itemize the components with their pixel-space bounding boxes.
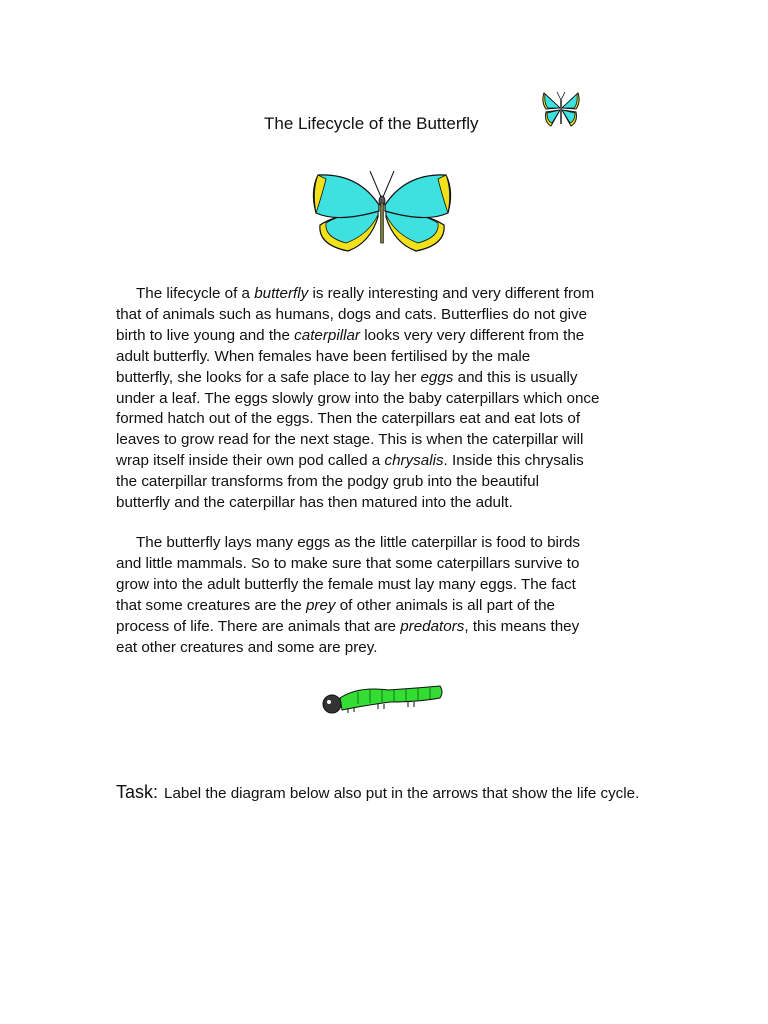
text-run: The lifecycle of a [136,285,255,302]
caterpillar-icon [318,680,446,716]
page-title: The Lifecycle of the Butterfly [264,114,479,133]
paragraph-predators [116,533,661,658]
italic-term: chrysalis [384,452,444,470]
paragraph-intro [116,284,661,514]
text-run: of other animals is all part of the process of life. There are animals that are [116,596,555,635]
butterfly-small-icon [540,88,582,130]
italic-term: caterpillar [294,326,360,344]
text-run: is really interesting and very different from that of animals such as humans, dogs and cats. Butterflies do not give birth to live young and the [116,285,595,344]
text-run: looks very very different from the adult butterfly. When females have been fertilised by the male butterfly, she looks for a safe place to lay her [116,326,585,386]
text-run: , this means they eat other creatures and some are prey. [116,617,580,656]
task-label: Task: [116,782,159,802]
italic-term: predators [400,617,465,635]
italic-term: butterfly [254,285,309,302]
text-run: and this is usually under a leaf. The eggs slowly grow into the baby caterpillars which once formed hatch out of the eggs. Then the caterpillars eat and eat lots of leaves to grow read for the next stage. This is when the caterpillar will wrap itself inside their own pod called a [116,368,600,470]
task-text: Label the diagram below also put in the arrows that show the life cycle. [164,785,640,802]
text-run: . Inside this chrysalis the caterpillar transforms from the podgy grub into the beautiful butterfly and the caterpillar has then matured into the adult. [116,452,584,512]
butterfly-large-icon [308,165,456,257]
task-instructions [116,782,676,804]
italic-term: eggs [420,368,454,386]
italic-term: prey [305,596,336,614]
text-run: The butterfly lays many eggs as the little caterpillar is food to birds and little mammals. So to make sure that some caterpillars survive to grow into the adult butterfly the female must lay many eggs. The fact that some creatures are the [116,534,581,614]
